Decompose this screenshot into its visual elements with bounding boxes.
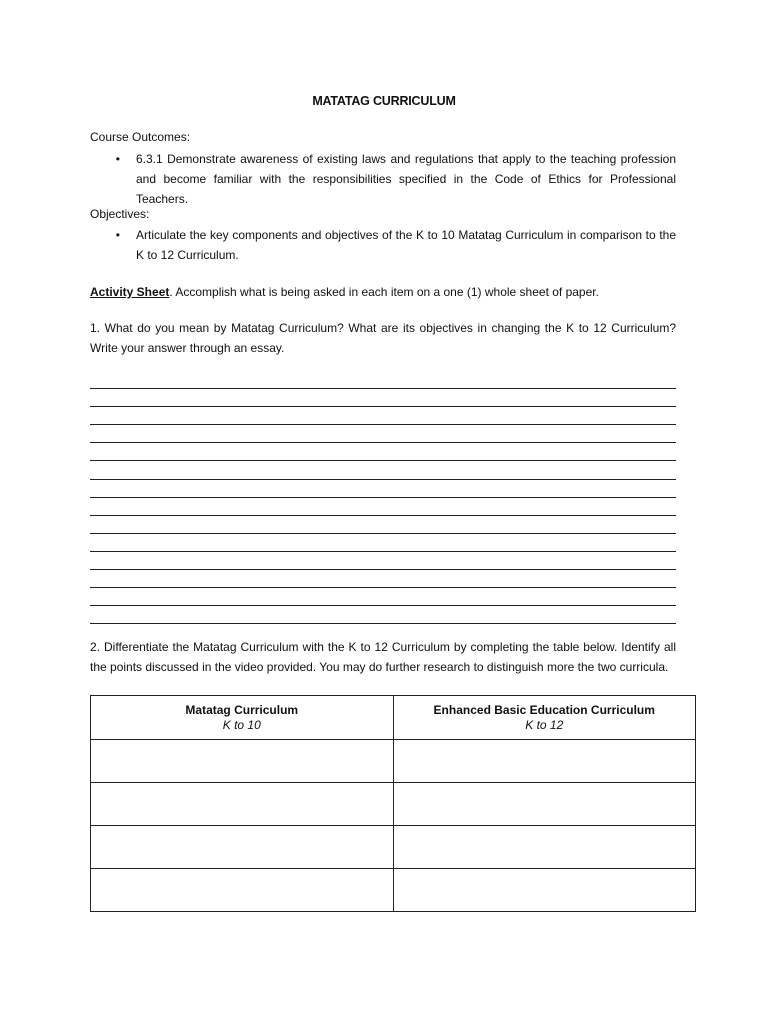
course-outcome-item (90, 149, 676, 209)
header-matatag-subtitle: K to 10 (222, 718, 261, 732)
header-ebec-subtitle: K to 12 (525, 718, 564, 732)
objective-text: Articulate the key components and objectives of the K to 10 Matatag Curriculum in comparison to the K to 12 Curriculum. (136, 228, 676, 262)
question-2: 2. Differentiate the Matatag Curriculum with the K to 12 Curriculum by completing the table below. Identify all the points discussed in the video provided. You may do further research to distinguish more the two curricula. (90, 640, 676, 674)
answer-line[interactable] (90, 461, 676, 479)
objectives-label: Objectives: (90, 207, 150, 221)
table-cell-matatag[interactable] (91, 740, 394, 783)
table-cell-matatag[interactable] (91, 869, 394, 912)
answer-line[interactable] (90, 570, 676, 588)
answer-line[interactable] (90, 606, 676, 624)
answer-line[interactable] (90, 480, 676, 498)
answer-line[interactable] (90, 443, 676, 461)
table-row (91, 826, 696, 869)
comparison-table (90, 695, 696, 912)
table-cell-ebec[interactable] (393, 783, 696, 826)
table-cell-matatag[interactable] (91, 826, 394, 869)
activity-instruction (90, 282, 675, 302)
answer-line[interactable] (90, 371, 676, 389)
header-ebec-title: Enhanced Basic Education Curriculum (433, 703, 655, 717)
answer-line[interactable] (90, 552, 676, 570)
answer-line[interactable] (90, 516, 676, 534)
table-row (91, 783, 696, 826)
table-cell-ebec[interactable] (393, 826, 696, 869)
answer-line[interactable] (90, 588, 676, 606)
answer-line[interactable] (90, 534, 676, 552)
objective-item (90, 225, 676, 265)
bullet-icon: • (115, 228, 120, 242)
bullet-icon: • (115, 152, 120, 166)
table-cell-matatag[interactable] (91, 783, 394, 826)
course-outcomes-label: Course Outcomes: (90, 130, 191, 144)
header-ebec (393, 696, 696, 740)
table-row (91, 740, 696, 783)
activity-sheet-label: Activity Sheet (90, 285, 170, 299)
activity-instruction-text: . Accomplish what is being asked in each item on a one (1) whole sheet of paper. (169, 285, 599, 299)
table-cell-ebec[interactable] (393, 869, 696, 912)
header-matatag (91, 696, 394, 740)
answer-line[interactable] (90, 498, 676, 516)
page-title: MATATAG CURRICULUM (312, 94, 456, 108)
answer-lines (90, 371, 676, 624)
answer-line[interactable] (90, 389, 676, 407)
table-cell-ebec[interactable] (393, 740, 696, 783)
answer-line[interactable] (90, 407, 676, 425)
header-matatag-title: Matatag Curriculum (185, 703, 299, 717)
table-header-row (91, 696, 696, 740)
course-outcome-text: 6.3.1 Demonstrate awareness of existing laws and regulations that apply to the teaching profession and become familiar with the responsibilities specified in the Code of Ethics for Professional Teachers. (136, 152, 676, 206)
question-1: 1. What do you mean by Matatag Curriculum? What are its objectives in changing the K to 12 Curriculum? Write your answer through an essay. (90, 321, 676, 355)
table-row (91, 869, 696, 912)
answer-line[interactable] (90, 425, 676, 443)
